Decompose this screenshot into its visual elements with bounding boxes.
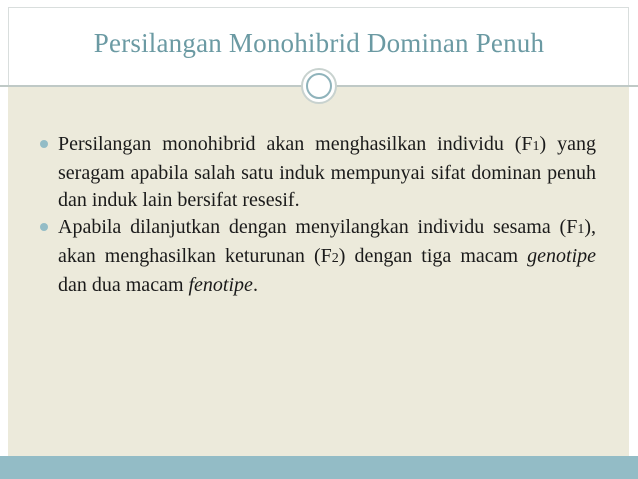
italic-term: genotipe: [527, 245, 597, 267]
bullet-text-part: ), akan menghasilkan keturunan (F: [58, 216, 596, 267]
bullet-item: [40, 131, 596, 214]
bullet-text-part: .: [252, 274, 258, 296]
footer-band: [0, 456, 638, 479]
bullet-icon: [40, 140, 48, 148]
bullet-text-part: dan dua macam: [58, 274, 189, 296]
bullet-text-part: Persilangan monohibrid akan menghasilkan individu (F: [58, 133, 533, 155]
subscript: 1: [577, 222, 585, 237]
bullet-list: [40, 131, 596, 299]
bullet-text-part: Apabila dilanjutkan dengan menyilangkan individu sesama (F: [58, 216, 578, 238]
slide-title: Persilangan Monohibrid Dominan Penuh: [93, 28, 545, 58]
subscript: 1: [532, 139, 540, 154]
bullet-text-part: ) yang seragam apabila salah satu induk mempunyai sifat dominan penuh dan induk lain bersifat resesif.: [58, 133, 596, 211]
italic-term: fenotipe: [188, 274, 253, 296]
circle-ornament-inner-icon: [306, 73, 332, 99]
bullet-item: [40, 214, 596, 299]
bullet-icon: [40, 223, 48, 231]
bullet-text: [58, 133, 596, 211]
bullet-text: [58, 216, 596, 296]
bullet-text-part: ) dengan tiga macam: [338, 245, 528, 267]
subscript: 2: [331, 251, 339, 266]
